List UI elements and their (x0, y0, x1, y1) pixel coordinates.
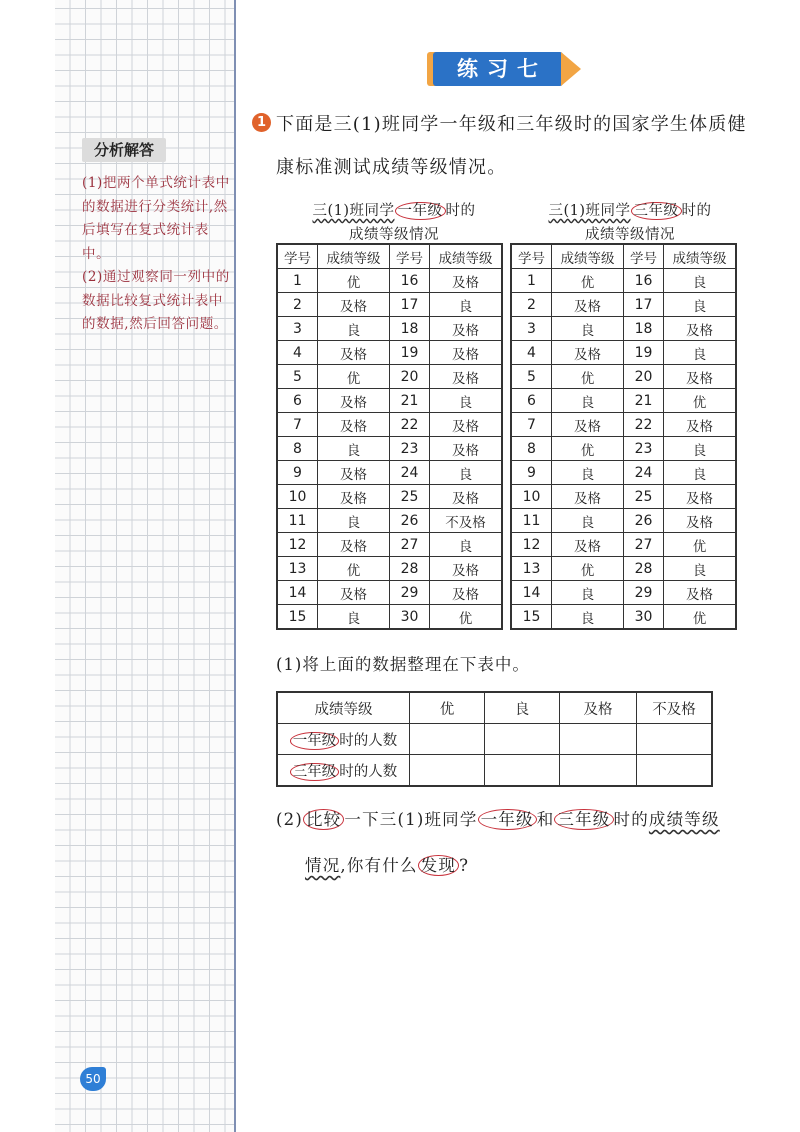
table-grade3-caption (532, 199, 728, 244)
grade-cell: 良 (552, 389, 624, 413)
caption-suffix: 时的 (445, 203, 476, 219)
grade-cell: 良 (552, 605, 624, 629)
table-row (278, 509, 502, 533)
caption-line2: 成绩等级情况 (585, 227, 675, 243)
table-row (278, 317, 502, 341)
student-id-cell: 26 (624, 509, 664, 533)
header-student-id: 学号 (624, 245, 664, 269)
student-id-cell: 6 (278, 389, 318, 413)
wavy-word: 成绩等级 (648, 810, 720, 829)
row-circled: 三年级 (290, 763, 340, 781)
student-id-cell: 26 (390, 509, 430, 533)
grade-cell: 及格 (552, 485, 624, 509)
table-row (512, 341, 736, 365)
table-row (512, 365, 736, 389)
header-grade: 成绩等级 (318, 245, 390, 269)
caption-prefix: 三(1)班同学 (548, 203, 631, 219)
student-id-cell: 19 (390, 341, 430, 365)
student-id-cell: 11 (278, 509, 318, 533)
table-row (512, 461, 736, 485)
student-id-cell: 7 (512, 413, 552, 437)
part2-end: ? (459, 856, 470, 875)
grade-cell: 优 (664, 533, 736, 557)
student-id-cell: 21 (624, 389, 664, 413)
summary-row-grade1-label (278, 724, 410, 755)
student-id-cell: 20 (624, 365, 664, 389)
student-id-cell: 10 (512, 485, 552, 509)
grade3-table (511, 244, 736, 629)
student-id-cell: 30 (390, 605, 430, 629)
circled-word: 发现 (418, 855, 459, 876)
grade-cell: 及格 (664, 365, 736, 389)
student-id-cell: 17 (624, 293, 664, 317)
grade-cell: 及格 (430, 341, 502, 365)
grade-cell: 及格 (430, 437, 502, 461)
circled-word: 三年级 (554, 809, 613, 830)
caption-suffix: 时的 (681, 203, 712, 219)
student-id-cell: 7 (278, 413, 318, 437)
student-id-cell: 11 (512, 509, 552, 533)
header-grade: 成绩等级 (664, 245, 736, 269)
student-id-cell: 29 (624, 581, 664, 605)
student-id-cell: 13 (512, 557, 552, 581)
grade-cell: 良 (430, 461, 502, 485)
table-row (512, 413, 736, 437)
header-grade: 成绩等级 (430, 245, 502, 269)
part2-prefix: (2) (276, 810, 303, 829)
table-row (278, 557, 502, 581)
part2-question-line-2 (305, 852, 469, 876)
table-row (278, 605, 502, 629)
student-id-cell: 25 (624, 485, 664, 509)
student-id-cell: 21 (390, 389, 430, 413)
analysis-notes (82, 172, 230, 337)
table-row (512, 485, 736, 509)
summary-header-pass: 及格 (560, 693, 637, 724)
analysis-title: 分析解答 (82, 138, 166, 162)
student-id-cell: 30 (624, 605, 664, 629)
student-id-cell: 18 (390, 317, 430, 341)
grade-cell: 及格 (430, 365, 502, 389)
grade-cell: 及格 (318, 533, 390, 557)
circled-word: 一年级 (478, 809, 537, 830)
student-id-cell: 2 (278, 293, 318, 317)
analysis-note-2: (2)通过观察同一列中的数据比较复式统计表中的数据,然后回答问题。 (82, 269, 230, 332)
grade-cell: 良 (430, 533, 502, 557)
student-id-cell: 24 (390, 461, 430, 485)
answer-cell[interactable] (637, 755, 712, 786)
grade-cell: 良 (664, 437, 736, 461)
grade-cell: 优 (318, 365, 390, 389)
grade-cell: 及格 (552, 413, 624, 437)
table-row (278, 413, 502, 437)
student-id-cell: 17 (390, 293, 430, 317)
question-text-line-1: 下面是三(1)班同学一年级和三年级时的国家学生体质健 (276, 114, 747, 135)
student-id-cell: 8 (512, 437, 552, 461)
caption-line2: 成绩等级情况 (349, 227, 439, 243)
title-arrow-icon (561, 52, 581, 86)
grade-cell: 及格 (664, 317, 736, 341)
grade-cell: 良 (430, 389, 502, 413)
grade-cell: 良 (552, 461, 624, 485)
grade-cell: 优 (664, 605, 736, 629)
part2-question-line-1 (276, 806, 720, 830)
table-row (512, 509, 736, 533)
student-id-cell: 9 (512, 461, 552, 485)
summary-header-excellent: 优 (410, 693, 485, 724)
table-row (512, 533, 736, 557)
grade-cell: 及格 (552, 293, 624, 317)
answer-cell[interactable] (485, 724, 560, 755)
grade-cell: 及格 (664, 581, 736, 605)
grade-cell: 良 (318, 509, 390, 533)
table-row (512, 557, 736, 581)
summary-table (277, 692, 712, 786)
table-grade1-caption (296, 199, 492, 244)
student-id-cell: 9 (278, 461, 318, 485)
caption-circled: 三年级 (631, 202, 682, 220)
grade-cell: 及格 (552, 533, 624, 557)
student-id-cell: 19 (624, 341, 664, 365)
grade-cell: 及格 (552, 341, 624, 365)
grade-cell: 及格 (318, 461, 390, 485)
analysis-note-1: (1)把两个单式统计表中的数据进行分类统计,然后填写在复式统计表中。 (82, 175, 230, 262)
student-id-cell: 22 (624, 413, 664, 437)
student-id-cell: 10 (278, 485, 318, 509)
student-id-cell: 15 (512, 605, 552, 629)
grade-cell: 良 (318, 605, 390, 629)
grade-cell: 及格 (318, 389, 390, 413)
grade-cell: 优 (552, 365, 624, 389)
part2-text: 一下三(1)班同学 (344, 810, 478, 829)
student-id-cell: 4 (278, 341, 318, 365)
grade1-table (277, 244, 502, 629)
grade-cell: 及格 (664, 509, 736, 533)
grade-cell: 及格 (430, 581, 502, 605)
student-id-cell: 12 (512, 533, 552, 557)
table-row (278, 341, 502, 365)
grade-cell: 及格 (318, 293, 390, 317)
student-id-cell: 28 (624, 557, 664, 581)
grid-paper-sidebar (55, 0, 235, 1132)
grade-cell: 优 (552, 269, 624, 293)
grade-cell: 及格 (318, 341, 390, 365)
student-id-cell: 13 (278, 557, 318, 581)
grade-cell: 优 (318, 557, 390, 581)
table-row (278, 365, 502, 389)
student-id-cell: 15 (278, 605, 318, 629)
answer-cell[interactable] (410, 755, 485, 786)
grade-cell: 良 (318, 317, 390, 341)
student-id-cell: 25 (390, 485, 430, 509)
answer-cell[interactable] (560, 724, 637, 755)
grade-cell: 良 (552, 581, 624, 605)
caption-prefix: 三(1)班同学 (312, 203, 395, 219)
grade-cell: 及格 (318, 581, 390, 605)
student-id-cell: 24 (624, 461, 664, 485)
student-id-cell: 23 (624, 437, 664, 461)
table-row (278, 533, 502, 557)
grade-cell: 良 (664, 269, 736, 293)
caption-circled: 一年级 (395, 202, 446, 220)
grade-cell: 优 (552, 437, 624, 461)
sidebar-divider (234, 0, 236, 1132)
student-id-cell: 14 (512, 581, 552, 605)
table-row (512, 581, 736, 605)
grade-cell: 良 (318, 437, 390, 461)
student-id-cell: 5 (512, 365, 552, 389)
student-id-cell: 3 (512, 317, 552, 341)
summary-header-good: 良 (485, 693, 560, 724)
circled-word: 比较 (303, 809, 344, 830)
table-row (512, 605, 736, 629)
table-row (278, 485, 502, 509)
wavy-word: 情况 (305, 856, 341, 875)
exercise-title: 练习七 (433, 52, 563, 86)
student-id-cell: 29 (390, 581, 430, 605)
student-id-cell: 3 (278, 317, 318, 341)
student-id-cell: 14 (278, 581, 318, 605)
table-row (278, 269, 502, 293)
grade-cell: 及格 (430, 557, 502, 581)
grade-cell: 良 (664, 293, 736, 317)
student-id-cell: 5 (278, 365, 318, 389)
grade-cell: 及格 (318, 485, 390, 509)
grade-cell: 及格 (664, 485, 736, 509)
grade-cell: 优 (552, 557, 624, 581)
grade-cell: 良 (664, 461, 736, 485)
grade-cell: 及格 (664, 413, 736, 437)
student-id-cell: 20 (390, 365, 430, 389)
row-suffix: 时的人数 (339, 732, 398, 749)
summary-header-grade: 成绩等级 (278, 693, 410, 724)
table-row (278, 581, 502, 605)
grade-cell: 良 (430, 293, 502, 317)
part2-text: 时的 (613, 810, 649, 829)
student-id-cell: 12 (278, 533, 318, 557)
part1-instruction: (1)将上面的数据整理在下表中。 (276, 655, 530, 674)
answer-cell[interactable] (485, 755, 560, 786)
page-number: 50 (80, 1067, 106, 1091)
table-row (278, 461, 502, 485)
table-row (512, 293, 736, 317)
question-number-badge: 1 (252, 113, 271, 132)
header-student-id: 学号 (278, 245, 318, 269)
grade-cell: 优 (664, 389, 736, 413)
grade-cell: 良 (664, 557, 736, 581)
table-row (512, 317, 736, 341)
student-id-cell: 18 (624, 317, 664, 341)
student-id-cell: 4 (512, 341, 552, 365)
student-id-cell: 16 (390, 269, 430, 293)
row-suffix: 时的人数 (339, 763, 398, 780)
student-id-cell: 6 (512, 389, 552, 413)
part2-text: ,你有什么 (340, 856, 418, 875)
student-id-cell: 16 (624, 269, 664, 293)
row-circled: 一年级 (290, 732, 340, 750)
summary-row-grade3-label (278, 755, 410, 786)
answer-cell[interactable] (560, 755, 637, 786)
student-id-cell: 27 (390, 533, 430, 557)
answer-cell[interactable] (637, 724, 712, 755)
grade-cell: 及格 (430, 269, 502, 293)
grade-cell: 良 (552, 509, 624, 533)
grade-cell: 良 (664, 341, 736, 365)
grade-cell: 不及格 (430, 509, 502, 533)
student-id-cell: 1 (512, 269, 552, 293)
grade-cell: 良 (552, 317, 624, 341)
student-id-cell: 22 (390, 413, 430, 437)
grade-cell: 及格 (430, 317, 502, 341)
table-row (512, 437, 736, 461)
table-row (512, 389, 736, 413)
answer-cell[interactable] (410, 724, 485, 755)
student-id-cell: 23 (390, 437, 430, 461)
student-id-cell: 8 (278, 437, 318, 461)
exercise-title-banner (433, 52, 583, 86)
table-row (512, 269, 736, 293)
grade-cell: 及格 (430, 485, 502, 509)
student-id-cell: 28 (390, 557, 430, 581)
student-id-cell: 1 (278, 269, 318, 293)
summary-header-fail: 不及格 (637, 693, 712, 724)
grade-cell: 优 (430, 605, 502, 629)
header-grade: 成绩等级 (552, 245, 624, 269)
student-id-cell: 27 (624, 533, 664, 557)
grade-cell: 优 (318, 269, 390, 293)
grade-cell: 及格 (430, 413, 502, 437)
question-text-line-2: 康标准测试成绩等级情况。 (276, 157, 507, 178)
grade-cell: 及格 (318, 413, 390, 437)
header-student-id: 学号 (512, 245, 552, 269)
table-row (278, 389, 502, 413)
table-row (278, 293, 502, 317)
table-row (278, 437, 502, 461)
student-id-cell: 2 (512, 293, 552, 317)
part2-text: 和 (536, 810, 555, 829)
header-student-id: 学号 (390, 245, 430, 269)
